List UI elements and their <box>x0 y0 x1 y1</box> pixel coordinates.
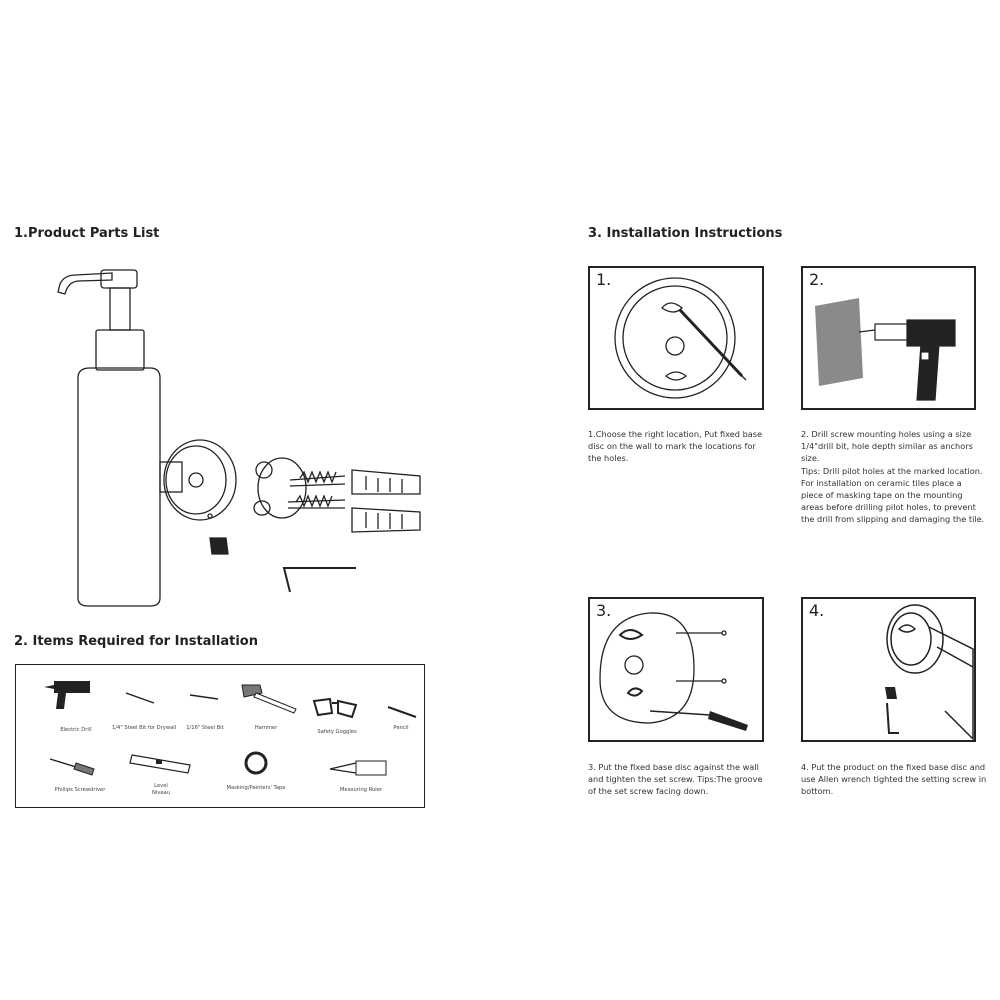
set-screw <box>210 538 228 554</box>
masking-tape-icon <box>244 751 274 781</box>
step-1-caption: 1.Choose the right location, Put fixed base disc on the wall to mark the locations for the holes. <box>588 429 763 464</box>
step-3-number: 3. <box>596 601 612 620</box>
step-1-illustration <box>590 268 766 412</box>
allen-wrench <box>284 568 356 592</box>
product-parts-illustration <box>0 250 440 620</box>
tool-label-level: Level <box>154 783 168 789</box>
tool-label-screwdriver: Phillips Screwdriver <box>54 787 106 793</box>
phillips-screwdriver-icon <box>48 757 108 777</box>
step-3-panel <box>588 597 764 742</box>
pump-collar <box>96 330 144 370</box>
steel-bit-icon <box>188 687 228 707</box>
wall-tile <box>815 298 863 386</box>
parts-list-title: 1.Product Parts List <box>14 226 160 241</box>
tools-panel <box>15 664 425 808</box>
pump-stem <box>110 288 130 330</box>
step-4-panel <box>801 597 976 742</box>
safety-goggles-icon <box>312 693 372 723</box>
tool-label-drywall-bit: 1/4" Steel Bit for Drywall <box>112 725 177 731</box>
tool-label-drill: Electric Drill <box>60 727 92 733</box>
pencil-icon <box>386 703 426 723</box>
tool-label-tape: Masking/Painters' Tape <box>226 785 286 791</box>
step-3-illustration <box>590 599 766 744</box>
step-2-number: 2. <box>809 270 825 289</box>
tool-label-goggles: Safety Goggles <box>317 729 357 735</box>
installation-title: 3. Installation Instructions <box>588 226 783 241</box>
step-2-caption: 2. Drill screw mounting holes using a size 1/4"drill bit, hole depth similar as anchors size. Tips: Drill pilot holes at the marked location. For installation on ceramic tiles place a piece of masking tape on the mounting areas before drilling pilot holes, to prevent the drill from slipping and damaging the tile. <box>801 429 985 525</box>
step-3-caption: 3. Put the fixed base disc against the wall and tighten the set screw. Tips:The groove of the set screw facing down. <box>588 762 763 797</box>
step-4-illustration <box>803 599 978 744</box>
measuring-ruler-icon <box>328 759 398 779</box>
step-2-illustration <box>803 268 978 412</box>
step-1-number: 1. <box>596 270 612 289</box>
tool-label-niveau: Niveau <box>151 790 171 796</box>
level-icon <box>128 751 198 781</box>
hammer-icon <box>238 679 308 719</box>
tool-label-hammer: Hammer <box>254 725 278 731</box>
step-4-caption: 4. Put the product on the fixed base disc and use Allen wrench tighted the setting screw in bottom. <box>801 762 987 797</box>
step-4-number: 4. <box>809 601 825 620</box>
electric-drill-icon <box>44 675 104 715</box>
base-disc <box>164 440 236 520</box>
bottle-connector <box>160 462 182 492</box>
steel-bit-drywall-icon <box>124 687 164 707</box>
bottle-body <box>78 368 160 606</box>
tool-label-steel-bit: 1/16" Steel Bit <box>186 725 224 731</box>
pump-nozzle <box>58 273 112 294</box>
tool-label-ruler: Measuring Ruler <box>339 787 383 793</box>
step-2-panel <box>801 266 976 410</box>
back-plate <box>258 458 306 518</box>
items-required-title: 2. Items Required for Installation <box>14 634 258 649</box>
anchor-2 <box>352 508 420 532</box>
step-1-panel <box>588 266 764 410</box>
anchor-1 <box>352 470 420 494</box>
tool-label-pencil: Pencil <box>393 725 409 731</box>
